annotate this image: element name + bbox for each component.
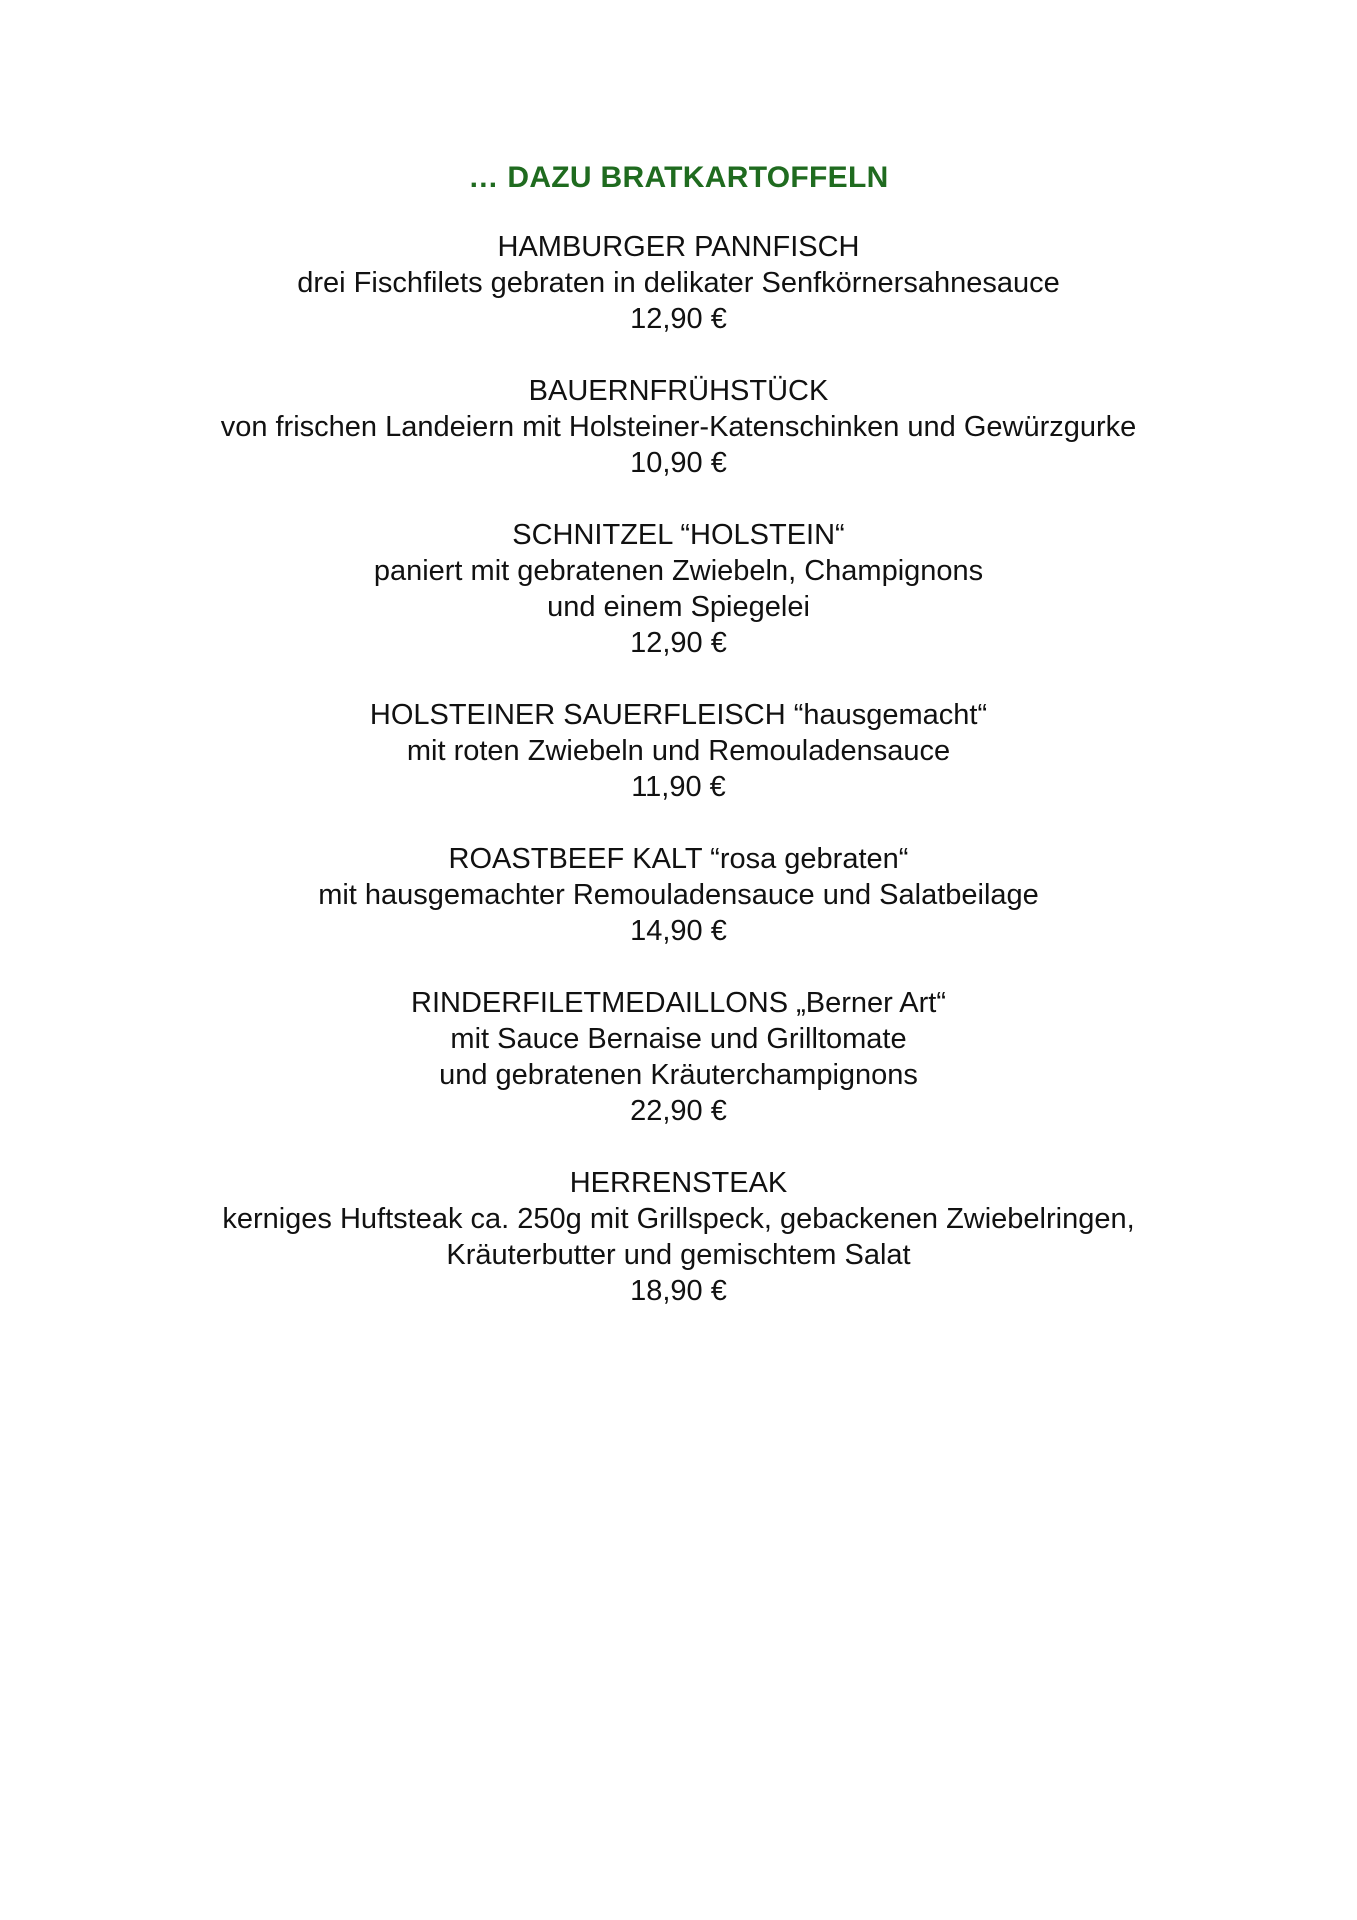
dish-name: HOLSTEINER SAUERFLEISCH “hausgemacht“ <box>369 699 988 731</box>
dish-description: paniert mit gebratenen Zwiebeln, Champignons <box>373 555 984 587</box>
dish-description: von frischen Landeiern mit Holsteiner-Katenschinken und Gewürzgurke <box>220 411 1137 443</box>
menu-items <box>0 229 1357 1345</box>
dish-description: mit roten Zwiebeln und Remouladensauce <box>406 735 951 767</box>
menu-item <box>0 985 1357 1129</box>
dish-name: BAUERNFRÜHSTÜCK <box>528 375 829 407</box>
dish-price: 22,90 € <box>630 1095 727 1127</box>
menu-item <box>0 697 1357 805</box>
dish-name: RINDERFILETMEDAILLONS „Berner Art“ <box>411 987 946 1019</box>
dish-description: und einem Spiegelei <box>547 591 810 623</box>
dish-price: 14,90 € <box>630 915 727 947</box>
dish-name: HERRENSTEAK <box>569 1167 788 1199</box>
dish-name: ROASTBEEF KALT “rosa gebraten“ <box>448 843 909 875</box>
dish-price: 10,90 € <box>630 447 727 479</box>
dish-price: 12,90 € <box>630 303 727 335</box>
dish-price: 18,90 € <box>630 1275 727 1307</box>
dish-description: kerniges Huftsteak ca. 250g mit Grillspeck, gebackenen Zwiebelringen, <box>222 1203 1135 1235</box>
menu-item <box>0 1165 1357 1309</box>
dish-name: HAMBURGER PANNFISCH <box>497 231 860 263</box>
menu-item <box>0 841 1357 949</box>
menu-item <box>0 517 1357 661</box>
dish-description: drei Fischfilets gebraten in delikater Senfkörnersahnesauce <box>297 267 1060 299</box>
dish-description: mit hausgemachter Remouladensauce und Salatbeilage <box>318 879 1039 911</box>
dish-price: 12,90 € <box>630 627 727 659</box>
menu-item <box>0 229 1357 337</box>
dish-description: und gebratenen Kräuterchampignons <box>439 1059 918 1091</box>
dish-description: mit Sauce Bernaise und Grilltomate <box>450 1023 907 1055</box>
section-heading: … DAZU BRATKARTOFFELN <box>468 161 889 194</box>
menu-item <box>0 373 1357 481</box>
dish-name: SCHNITZEL “HOLSTEIN“ <box>512 519 845 551</box>
dish-price: 11,90 € <box>631 771 726 803</box>
dish-description: Kräuterbutter und gemischtem Salat <box>446 1239 911 1271</box>
